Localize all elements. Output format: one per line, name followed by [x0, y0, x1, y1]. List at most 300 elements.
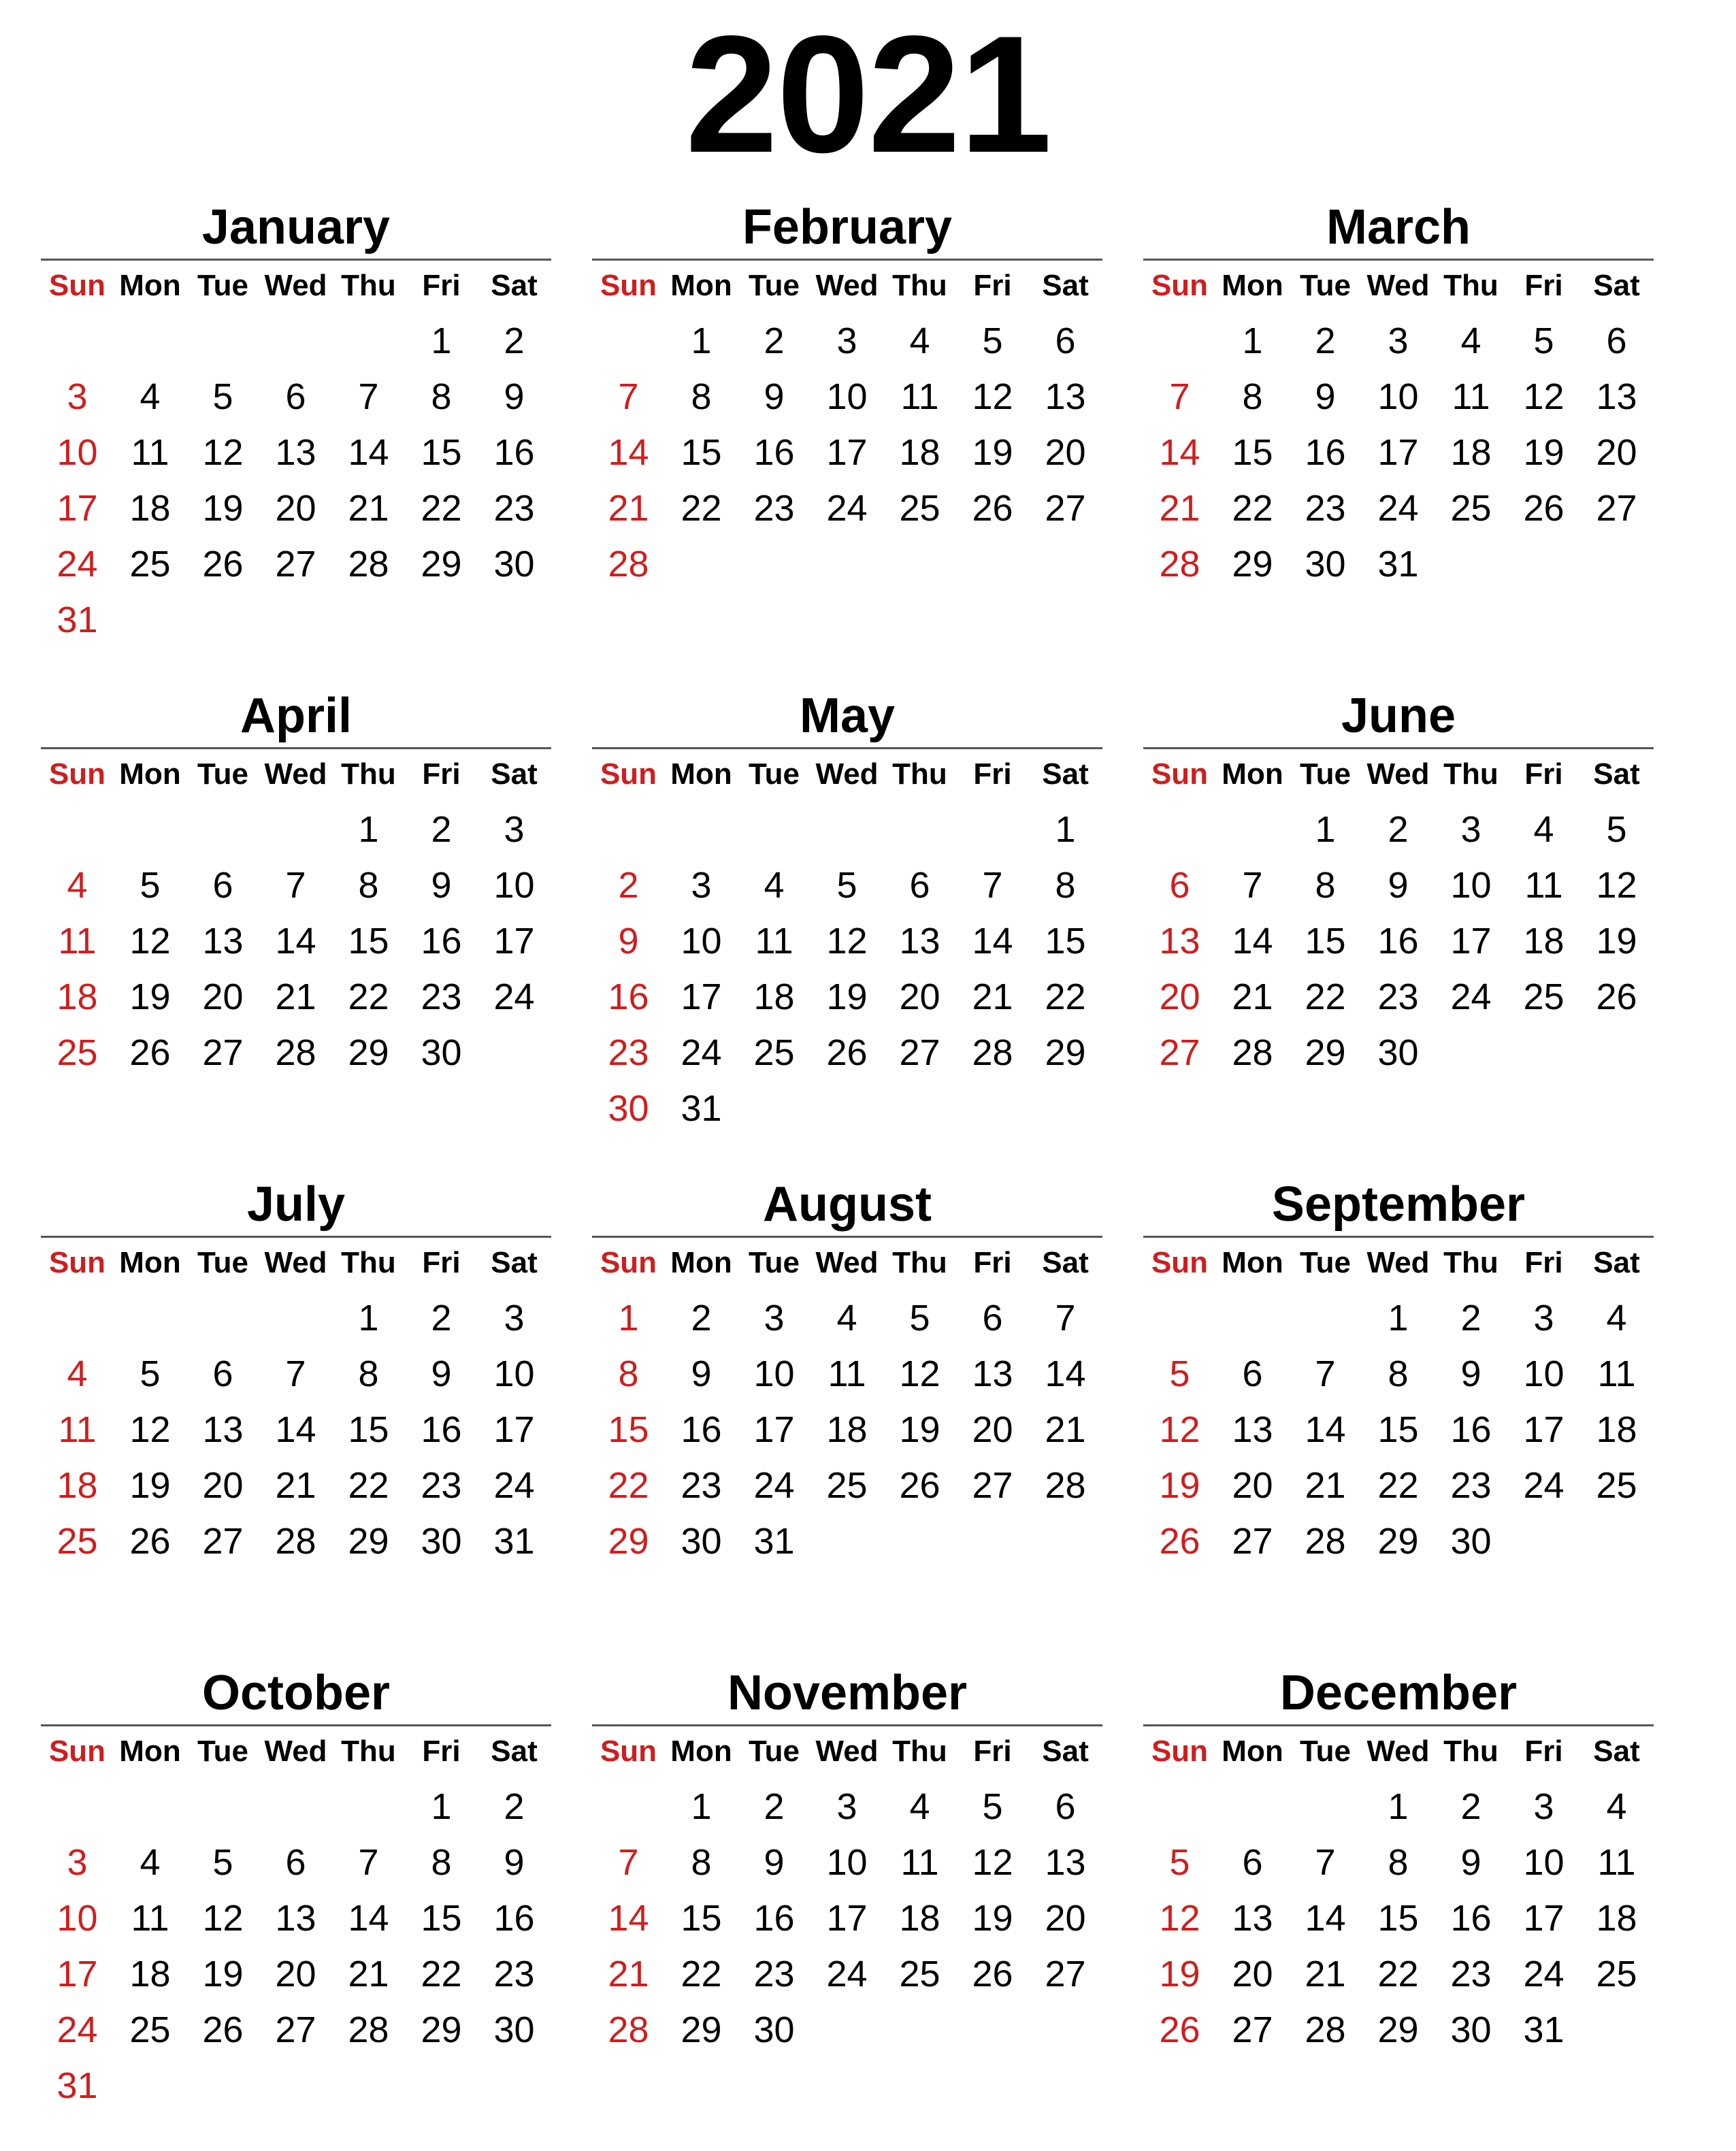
day-cell: 10: [681, 921, 722, 962]
day-cell: 10: [826, 1842, 868, 1883]
day-cell: 26: [826, 1032, 868, 1073]
day-cell: 11: [1597, 1842, 1636, 1883]
weekday-label: Mon: [670, 1735, 732, 1768]
month-february: [592, 199, 1102, 675]
day-blank: [1216, 802, 1289, 857]
day-cell: 10: [1523, 1353, 1565, 1394]
day-cell-sunday: 4: [67, 1353, 88, 1394]
day-cell: 19: [129, 976, 171, 1017]
weekday-label: Fri: [973, 1735, 1012, 1768]
day-cell: 26: [899, 1465, 940, 1506]
day-cell-sunday: 5: [1169, 1353, 1190, 1394]
day-cell: 28: [348, 544, 389, 585]
day-cell: 31: [753, 1521, 795, 1562]
day-cell: 11: [1597, 1353, 1636, 1394]
day-cell: 7: [285, 865, 306, 906]
day-cell: 20: [1232, 1954, 1273, 1994]
weekday-label: Wed: [264, 269, 327, 302]
days-grid: [41, 1290, 551, 1569]
days-grid: [1143, 313, 1654, 592]
weekday-label: Sat: [1042, 269, 1089, 302]
day-cell: 16: [753, 432, 795, 473]
day-cell: 17: [826, 1898, 868, 1939]
day-cell: 5: [982, 321, 1003, 361]
day-blank: [1289, 1779, 1362, 1835]
day-cell: 27: [275, 544, 316, 585]
day-cell: 30: [753, 2009, 795, 2050]
day-cell: 6: [212, 865, 233, 906]
day-cell: 10: [493, 865, 535, 906]
day-blank: [665, 802, 738, 857]
day-cell: 10: [1377, 376, 1419, 417]
day-cell: 15: [1305, 921, 1346, 962]
weekday-label: Fri: [1524, 269, 1563, 302]
weekday-label: Thu: [892, 1735, 947, 1768]
days-grid: [1143, 802, 1654, 1081]
day-cell: 30: [1377, 1032, 1419, 1073]
day-cell-sunday: 18: [56, 1465, 98, 1506]
day-cell: 12: [129, 921, 171, 962]
day-cell: 24: [493, 1465, 535, 1506]
day-cell-sunday: 28: [608, 2009, 649, 2050]
day-cell: 24: [1450, 976, 1492, 1017]
weekday-header-row: [41, 267, 551, 305]
day-cell: 13: [275, 432, 316, 473]
day-blank: [186, 313, 259, 369]
weekday-header-row: [41, 1244, 551, 1282]
day-cell: 3: [1388, 321, 1409, 361]
day-cell: 29: [421, 544, 462, 585]
weekday-label: Thu: [892, 269, 947, 302]
month-july: [41, 1176, 551, 1652]
day-cell: 7: [1315, 1842, 1336, 1883]
weekday-label: Tue: [197, 1735, 248, 1768]
day-blank: [259, 802, 332, 857]
day-cell: 16: [1377, 921, 1419, 962]
day-cell: 29: [1045, 1032, 1086, 1073]
day-cell: 6: [1242, 1842, 1263, 1883]
weekday-label: Mon: [670, 757, 732, 791]
weekday-label: Wed: [815, 757, 879, 791]
day-cell: 19: [972, 1898, 1013, 1939]
day-cell: 9: [431, 865, 452, 906]
day-cell: 29: [421, 2009, 462, 2050]
day-cell: 11: [755, 921, 793, 962]
day-cell: 25: [753, 1032, 795, 1073]
day-cell: 2: [1460, 1298, 1481, 1339]
day-cell: 27: [1232, 1521, 1273, 1562]
weekday-label: Wed: [815, 1735, 879, 1768]
day-cell-sunday: 14: [608, 432, 649, 473]
day-cell-sunday: 3: [67, 1842, 88, 1883]
day-cell: 26: [202, 544, 244, 585]
day-cell: 13: [202, 1409, 244, 1450]
day-cell: 29: [348, 1521, 389, 1562]
day-cell-sunday: 21: [608, 1954, 649, 1994]
day-cell: 21: [275, 1465, 316, 1506]
day-cell: 2: [691, 1298, 712, 1339]
day-cell: 9: [691, 1353, 712, 1394]
weekday-label: Thu: [341, 1246, 396, 1279]
day-blank: [592, 1779, 665, 1835]
day-cell: 28: [1305, 2009, 1346, 2050]
days-grid: [592, 802, 1102, 1136]
day-cell: 22: [1232, 488, 1273, 529]
day-cell: 2: [504, 1786, 525, 1827]
weekday-label: Mon: [1222, 757, 1283, 791]
day-cell: 5: [140, 865, 161, 906]
day-cell: 9: [1315, 376, 1336, 417]
weekday-label: Sun: [48, 757, 106, 791]
day-cell-sunday: 23: [608, 1032, 649, 1073]
day-cell: 22: [681, 1954, 722, 1994]
month-august: [592, 1176, 1102, 1652]
day-blank: [1143, 802, 1216, 857]
day-cell: 30: [493, 2009, 535, 2050]
day-cell-sunday: 25: [56, 1032, 98, 1073]
day-cell: 8: [691, 1842, 712, 1883]
day-cell: 27: [202, 1032, 244, 1073]
day-cell: 8: [1315, 865, 1336, 906]
day-cell: 28: [1305, 1521, 1346, 1562]
day-cell: 16: [421, 921, 462, 962]
day-cell: 7: [1242, 865, 1263, 906]
day-cell: 18: [1523, 921, 1565, 962]
day-cell: 12: [899, 1353, 940, 1394]
weekday-header-row: [1143, 755, 1654, 793]
day-cell: 12: [1596, 865, 1637, 906]
day-cell: 3: [1460, 809, 1481, 850]
day-cell: 9: [764, 1842, 785, 1883]
day-cell: 29: [681, 2009, 722, 2050]
day-cell: 20: [972, 1409, 1013, 1450]
day-cell-sunday: 8: [618, 1353, 639, 1394]
weekday-label: Thu: [341, 269, 396, 302]
weekday-label: Mon: [670, 1246, 732, 1279]
day-cell: 18: [129, 488, 171, 529]
day-cell: 20: [1596, 432, 1637, 473]
day-blank: [41, 1779, 114, 1835]
day-cell: 2: [1388, 809, 1409, 850]
weekday-label: Sat: [1593, 1735, 1640, 1768]
day-cell: 9: [504, 376, 525, 417]
month-march: [1143, 199, 1654, 675]
day-cell: 3: [764, 1298, 785, 1339]
day-cell: 24: [753, 1465, 795, 1506]
day-cell: 15: [1045, 921, 1086, 962]
day-cell-sunday: 2: [618, 865, 639, 906]
day-cell: 23: [753, 1954, 795, 1994]
day-cell: 15: [421, 432, 462, 473]
day-cell: 26: [202, 2009, 244, 2050]
weekday-label: Thu: [1443, 1246, 1498, 1279]
day-cell: 1: [431, 1786, 452, 1827]
weekday-label: Sat: [1593, 757, 1640, 791]
day-cell: 15: [421, 1898, 462, 1939]
day-cell: 19: [202, 1954, 244, 1994]
day-cell: 18: [899, 432, 940, 473]
weekday-label: Tue: [749, 1246, 800, 1279]
weekday-label: Wed: [1366, 269, 1430, 302]
day-cell: 1: [691, 321, 712, 361]
day-cell-sunday: 26: [1159, 1521, 1200, 1562]
weekday-label: Mon: [1222, 269, 1283, 302]
weekday-label: Wed: [1366, 757, 1430, 791]
day-cell: 27: [275, 2009, 316, 2050]
day-cell: 23: [1450, 1954, 1492, 1994]
day-cell: 14: [1305, 1409, 1346, 1450]
weekday-label: Sun: [48, 1246, 106, 1279]
month-divider: [592, 259, 1102, 261]
days-grid: [41, 802, 551, 1081]
day-cell-sunday: 28: [1159, 544, 1200, 585]
day-cell: 12: [202, 432, 244, 473]
day-cell-sunday: 21: [1159, 488, 1200, 529]
day-cell: 11: [828, 1353, 866, 1394]
month-name: March: [1326, 200, 1471, 254]
day-cell-sunday: 14: [1159, 432, 1200, 473]
day-cell: 8: [358, 1353, 379, 1394]
day-blank: [114, 313, 186, 369]
day-cell: 12: [826, 921, 868, 962]
day-cell: 14: [275, 1409, 316, 1450]
day-blank: [956, 802, 1029, 857]
day-blank: [592, 313, 665, 369]
weekday-label: Wed: [1366, 1246, 1430, 1279]
day-cell: 19: [202, 488, 244, 529]
day-blank: [738, 802, 810, 857]
weekday-label: Sun: [1151, 1735, 1209, 1768]
day-cell: 22: [1045, 976, 1086, 1017]
day-cell: 18: [753, 976, 795, 1017]
weekday-label: Mon: [1222, 1735, 1283, 1768]
day-cell: 27: [1045, 1954, 1086, 1994]
day-cell: 25: [1450, 488, 1492, 529]
day-cell: 30: [421, 1032, 462, 1073]
day-blank: [1143, 313, 1216, 369]
day-cell-sunday: 26: [1159, 2009, 1200, 2050]
day-cell: 4: [140, 1842, 161, 1883]
day-cell: 9: [1460, 1842, 1481, 1883]
day-cell-sunday: 31: [56, 2065, 98, 2106]
day-cell-sunday: 11: [58, 1409, 97, 1450]
day-cell: 20: [899, 976, 940, 1017]
day-cell: 20: [1232, 1465, 1273, 1506]
day-cell: 1: [1388, 1786, 1409, 1827]
day-blank: [259, 313, 332, 369]
weekday-label: Tue: [749, 269, 800, 302]
day-cell: 15: [348, 921, 389, 962]
day-cell: 14: [348, 432, 389, 473]
weekday-label: Fri: [422, 269, 461, 302]
day-cell: 6: [1055, 1786, 1076, 1827]
day-cell: 17: [826, 432, 868, 473]
day-cell: 8: [1388, 1842, 1409, 1883]
day-cell: 27: [1232, 2009, 1273, 2050]
weekday-label: Sat: [491, 269, 538, 302]
day-cell: 24: [1523, 1954, 1565, 1994]
day-cell: 22: [348, 976, 389, 1017]
day-cell: 22: [421, 488, 462, 529]
weekday-label: Sat: [1042, 757, 1089, 791]
day-cell: 3: [1533, 1298, 1554, 1339]
day-cell-sunday: 15: [608, 1409, 649, 1450]
day-cell: 9: [431, 1353, 452, 1394]
day-cell-sunday: 21: [608, 488, 649, 529]
day-cell: 4: [1606, 1298, 1627, 1339]
day-cell: 20: [275, 1954, 316, 1994]
day-cell: 4: [836, 1298, 857, 1339]
day-cell: 1: [1388, 1298, 1409, 1339]
weekday-label: Sun: [1151, 1246, 1209, 1279]
day-cell: 1: [1242, 321, 1263, 361]
weekday-header-row: [592, 1733, 1102, 1771]
day-cell: 3: [836, 1786, 857, 1827]
day-cell-sunday: 5: [1169, 1842, 1190, 1883]
day-cell: 26: [972, 1954, 1013, 1994]
day-cell: 16: [421, 1409, 462, 1450]
month-december: [1143, 1664, 1654, 2141]
day-cell-sunday: 16: [608, 976, 649, 1017]
weekday-label: Sun: [600, 1735, 657, 1768]
month-name: February: [742, 200, 953, 254]
day-cell: 19: [972, 432, 1013, 473]
weekday-label: Sat: [1042, 1735, 1089, 1768]
day-cell: 7: [285, 1353, 306, 1394]
month-name: May: [799, 689, 896, 743]
day-cell: 26: [1523, 488, 1565, 529]
weekday-label: Tue: [197, 269, 248, 302]
day-cell: 25: [129, 2009, 171, 2050]
day-cell: 1: [358, 1298, 379, 1339]
day-blank: [592, 802, 665, 857]
day-cell: 31: [1523, 2009, 1565, 2050]
weekday-header-row: [41, 1733, 551, 1771]
weekday-header-row: [592, 755, 1102, 793]
day-cell: 27: [972, 1465, 1013, 1506]
day-cell: 23: [1450, 1465, 1492, 1506]
day-cell: 24: [1377, 488, 1419, 529]
day-cell: 21: [1232, 976, 1273, 1017]
day-cell: 15: [681, 1898, 722, 1939]
day-cell: 9: [504, 1842, 525, 1883]
day-cell: 8: [691, 376, 712, 417]
day-cell: 25: [129, 544, 171, 585]
day-cell: 23: [493, 488, 535, 529]
day-cell: 23: [493, 1954, 535, 1994]
day-blank: [1216, 1290, 1289, 1346]
day-cell: 15: [1232, 432, 1273, 473]
day-cell: 6: [212, 1353, 233, 1394]
day-cell: 5: [982, 1786, 1003, 1827]
day-cell: 7: [358, 376, 379, 417]
day-blank: [332, 1779, 405, 1835]
day-cell: 23: [681, 1465, 722, 1506]
month-name: November: [727, 1666, 968, 1720]
day-cell-sunday: 20: [1159, 976, 1200, 1017]
day-blank: [114, 1779, 186, 1835]
month-divider: [592, 1724, 1102, 1726]
day-cell: 24: [826, 488, 868, 529]
day-blank: [41, 802, 114, 857]
weekday-header-row: [41, 755, 551, 793]
day-cell: 13: [202, 921, 244, 962]
day-cell: 18: [1450, 432, 1492, 473]
weekday-label: Thu: [1443, 1735, 1498, 1768]
month-divider: [592, 747, 1102, 749]
day-cell: 19: [826, 976, 868, 1017]
day-cell: 19: [1523, 432, 1565, 473]
day-cell: 24: [681, 1032, 722, 1073]
year-title: 2021: [685, 1, 1051, 187]
day-cell: 6: [285, 1842, 306, 1883]
day-cell: 19: [899, 1409, 940, 1450]
day-blank: [114, 802, 186, 857]
day-cell-sunday: 7: [618, 1842, 639, 1883]
day-cell: 22: [348, 1465, 389, 1506]
day-cell: 2: [431, 809, 452, 850]
day-cell: 18: [1596, 1898, 1637, 1939]
day-cell: 5: [212, 376, 233, 417]
weekday-label: Tue: [1300, 269, 1351, 302]
day-cell: 21: [1045, 1409, 1086, 1450]
day-cell: 30: [493, 544, 535, 585]
day-cell: 7: [1055, 1298, 1076, 1339]
day-blank: [810, 802, 883, 857]
day-cell: 3: [504, 809, 525, 850]
day-cell-sunday: 12: [1159, 1409, 1200, 1450]
day-blank: [1289, 1290, 1362, 1346]
day-cell: 2: [1460, 1786, 1481, 1827]
day-cell: 28: [275, 1521, 316, 1562]
day-cell: 25: [1523, 976, 1565, 1017]
weekday-label: Thu: [892, 757, 947, 791]
day-cell: 29: [1377, 2009, 1419, 2050]
weekday-label: Tue: [749, 757, 800, 791]
day-cell-sunday: 18: [56, 976, 98, 1017]
day-cell: 4: [909, 1786, 930, 1827]
month-june: [1143, 687, 1654, 1164]
day-cell-sunday: 25: [56, 1521, 98, 1562]
month-name: September: [1271, 1177, 1526, 1232]
day-cell-sunday: 29: [608, 1521, 649, 1562]
weekday-label: Fri: [422, 1735, 461, 1768]
day-cell: 1: [431, 321, 452, 361]
day-cell-sunday: 27: [1159, 1032, 1200, 1073]
day-cell: 13: [972, 1353, 1013, 1394]
day-cell: 9: [1388, 865, 1409, 906]
day-cell: 24: [826, 1954, 868, 1994]
day-cell-sunday: 3: [67, 376, 88, 417]
day-cell: 1: [1315, 809, 1336, 850]
day-cell: 5: [1606, 809, 1627, 850]
day-cell: 6: [285, 376, 306, 417]
weekday-label: Wed: [264, 757, 327, 791]
weekday-label: Thu: [341, 1735, 396, 1768]
day-cell: 5: [836, 865, 857, 906]
day-cell: 19: [1596, 921, 1637, 962]
days-grid: [592, 313, 1102, 592]
day-cell-sunday: 19: [1159, 1465, 1200, 1506]
weekday-label: Sat: [491, 1735, 538, 1768]
day-cell-sunday: 11: [58, 921, 97, 962]
day-cell-sunday: 30: [608, 1088, 649, 1129]
day-cell: 16: [493, 432, 535, 473]
month-divider: [1143, 747, 1654, 749]
day-cell: 8: [1388, 1353, 1409, 1394]
day-cell: 2: [504, 321, 525, 361]
day-blank: [186, 1779, 259, 1835]
